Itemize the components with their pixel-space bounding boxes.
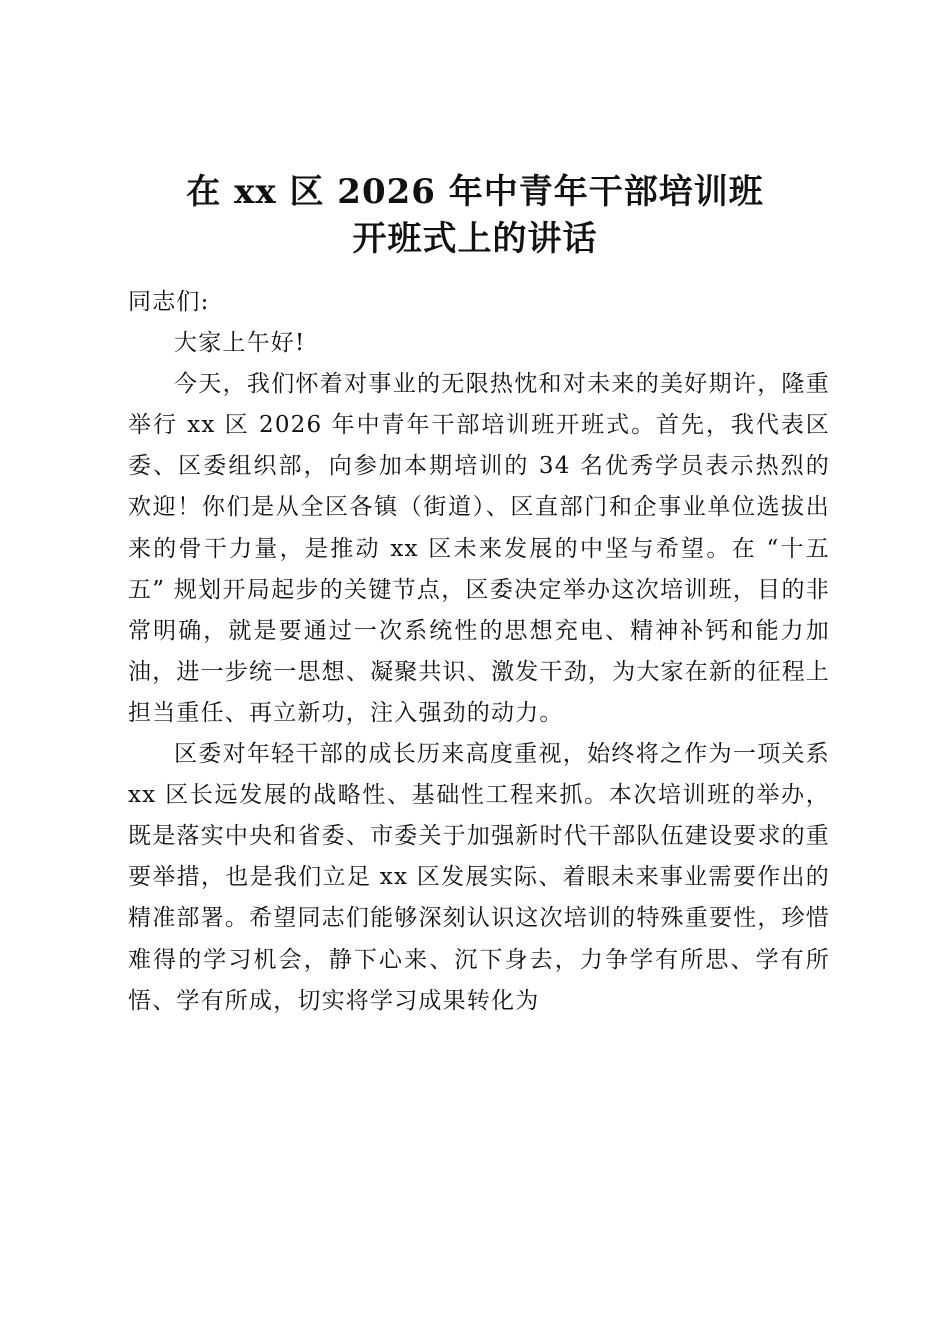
body-paragraph-2: 区委对年轻干部的成长历来高度重视，始终将之作为一项关系 xx 区长远发展的战略性、基础性工程来抓。本次培训班的举办，既是落实中央和省委、市委关于加强新时代干部队伍建设要求的重要举措，也是我们立足 xx 区发展实际、着眼未来事业需要作出的精准部署。希望同志们能够深刻认识这次培训的特殊重要性，珍惜难得的学习机会，静下心来、沉下身去，力争学有所思、学有所悟、学有所成，切实将学习成果转化为 [128, 741, 830, 1014]
salutation: 同志们: [128, 289, 210, 315]
document-title-line-2: 开班式上的讲话 [352, 219, 598, 259]
document-title-line-1: 在 xx 区 2026 年中青年干部培训班 [186, 172, 764, 212]
document-body [128, 282, 830, 1022]
greeting: 大家上午好! [174, 330, 306, 357]
body-paragraph-1: 今天，我们怀着对事业的无限热忱和对未来的美好期许，隆重举行 xx 区 2026 年中青年干部培训班开班式。首先，我代表区委、区委组织部，向参加本期培训的 34 名优秀学员表示热烈的欢迎！你们是从全区各镇（街道）、区直部门和企事业单位选拔出来的骨干力量，是推动 xx 区未来发展的中坚与希望。在 “十五五” 规划开局起步的关键节点，区委决定举办这次培训班，目的非常明确，就是要通过一次系统性的思想充电、精神补钙和能力加油，进一步统一思想、凝聚共识、激发干劲，为大家在新的征程上担当重任、再立新功，注入强劲的动力。 [128, 371, 830, 726]
